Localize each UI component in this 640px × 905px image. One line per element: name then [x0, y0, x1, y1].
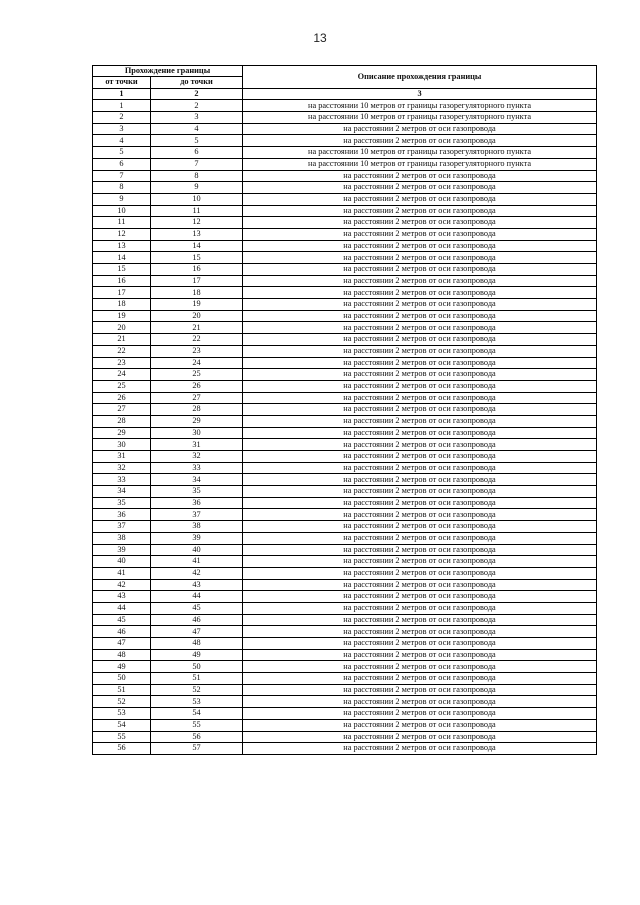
to-point-cell: 18: [151, 287, 243, 299]
description-cell: на расстоянии 2 метров от оси газопровода: [243, 497, 597, 509]
table-row: [93, 123, 597, 135]
description-cell: на расстоянии 2 метров от оси газопровода: [243, 392, 597, 404]
description-cell: на расстоянии 2 метров от оси газопровода: [243, 123, 597, 135]
from-point-cell: 38: [93, 532, 151, 544]
description-cell: на расстоянии 2 метров от оси газопровода: [243, 719, 597, 731]
description-cell: на расстоянии 2 метров от оси газопровода: [243, 275, 597, 287]
to-point-cell: 13: [151, 228, 243, 240]
from-point-cell: 50: [93, 673, 151, 685]
description-cell: на расстоянии 2 метров от оси газопровода: [243, 684, 597, 696]
table-row: [93, 427, 597, 439]
table-row: [93, 345, 597, 357]
from-point-cell: 4: [93, 135, 151, 147]
from-point-cell: 26: [93, 392, 151, 404]
to-point-cell: 48: [151, 638, 243, 650]
to-point-cell: 12: [151, 217, 243, 229]
description-cell: на расстоянии 10 метров от границы газорегуляторного пункта: [243, 100, 597, 112]
to-point-cell: 20: [151, 310, 243, 322]
from-point-cell: 52: [93, 696, 151, 708]
to-point-cell: 27: [151, 392, 243, 404]
table-row: [93, 334, 597, 346]
table-row: [93, 135, 597, 147]
from-point-cell: 32: [93, 462, 151, 474]
description-cell: на расстоянии 2 метров от оси газопровода: [243, 474, 597, 486]
table-row: [93, 567, 597, 579]
from-point-cell: 33: [93, 474, 151, 486]
description-cell: на расстоянии 2 метров от оси газопровода: [243, 521, 597, 533]
to-point-cell: 44: [151, 591, 243, 603]
table-row: [93, 182, 597, 194]
table-row: [93, 170, 597, 182]
header-boundary-passage: Прохождение границы: [93, 66, 243, 77]
table-body: [93, 100, 597, 755]
to-point-cell: 39: [151, 532, 243, 544]
to-point-cell: 28: [151, 404, 243, 416]
to-point-cell: 43: [151, 579, 243, 591]
table-row: [93, 544, 597, 556]
to-point-cell: 25: [151, 369, 243, 381]
from-point-cell: 1: [93, 100, 151, 112]
table-row: [93, 392, 597, 404]
to-point-cell: 47: [151, 626, 243, 638]
table-row: [93, 731, 597, 743]
from-point-cell: 27: [93, 404, 151, 416]
page-number: 13: [313, 31, 327, 45]
table-row: [93, 708, 597, 720]
description-cell: на расстоянии 10 метров от границы газорегуляторного пункта: [243, 112, 597, 124]
column-number-2: 2: [151, 88, 243, 100]
table-row: [93, 380, 597, 392]
from-point-cell: 18: [93, 299, 151, 311]
description-cell: на расстоянии 2 метров от оси газопровода: [243, 217, 597, 229]
to-point-cell: 35: [151, 486, 243, 498]
description-cell: на расстоянии 2 метров от оси газопровода: [243, 556, 597, 568]
table-row: [93, 357, 597, 369]
to-point-cell: 17: [151, 275, 243, 287]
description-cell: на расстоянии 2 метров от оси газопровода: [243, 626, 597, 638]
table-row: [93, 205, 597, 217]
description-cell: на расстоянии 2 метров от оси газопровода: [243, 579, 597, 591]
to-point-cell: 21: [151, 322, 243, 334]
table-row: [93, 474, 597, 486]
to-point-cell: 19: [151, 299, 243, 311]
header-from-point: от точки: [93, 77, 151, 89]
to-point-cell: 3: [151, 112, 243, 124]
to-point-cell: 34: [151, 474, 243, 486]
from-point-cell: 39: [93, 544, 151, 556]
description-cell: на расстоянии 2 метров от оси газопровода: [243, 380, 597, 392]
description-cell: на расстоянии 2 метров от оси газопровода: [243, 602, 597, 614]
description-cell: на расстоянии 2 метров от оси газопровода: [243, 532, 597, 544]
description-cell: на расстоянии 2 метров от оси газопровода: [243, 310, 597, 322]
table-row: [93, 404, 597, 416]
to-point-cell: 51: [151, 673, 243, 685]
table-row: [93, 684, 597, 696]
description-cell: на расстоянии 2 метров от оси газопровода: [243, 649, 597, 661]
description-cell: на расстоянии 2 метров от оси газопровода: [243, 252, 597, 264]
from-point-cell: 17: [93, 287, 151, 299]
from-point-cell: 45: [93, 614, 151, 626]
table-row: [93, 602, 597, 614]
description-cell: на расстоянии 2 метров от оси газопровода: [243, 509, 597, 521]
description-cell: на расстоянии 2 метров от оси газопровода: [243, 369, 597, 381]
to-point-cell: 56: [151, 731, 243, 743]
from-point-cell: 9: [93, 193, 151, 205]
table-row: [93, 521, 597, 533]
to-point-cell: 8: [151, 170, 243, 182]
from-point-cell: 22: [93, 345, 151, 357]
from-point-cell: 3: [93, 123, 151, 135]
description-cell: на расстоянии 2 метров от оси газопровода: [243, 170, 597, 182]
to-point-cell: 10: [151, 193, 243, 205]
to-point-cell: 15: [151, 252, 243, 264]
from-point-cell: 7: [93, 170, 151, 182]
to-point-cell: 31: [151, 439, 243, 451]
to-point-cell: 22: [151, 334, 243, 346]
description-cell: на расстоянии 2 метров от оси газопровода: [243, 661, 597, 673]
from-point-cell: 51: [93, 684, 151, 696]
from-point-cell: 41: [93, 567, 151, 579]
from-point-cell: 46: [93, 626, 151, 638]
description-cell: на расстоянии 2 метров от оси газопровода: [243, 591, 597, 603]
description-cell: на расстоянии 2 метров от оси газопровода: [243, 264, 597, 276]
to-point-cell: 16: [151, 264, 243, 276]
table-row: [93, 264, 597, 276]
description-cell: на расстоянии 2 метров от оси газопровода: [243, 135, 597, 147]
from-point-cell: 25: [93, 380, 151, 392]
description-cell: на расстоянии 2 метров от оси газопровода: [243, 638, 597, 650]
from-point-cell: 24: [93, 369, 151, 381]
from-point-cell: 10: [93, 205, 151, 217]
to-point-cell: 49: [151, 649, 243, 661]
description-cell: на расстоянии 2 метров от оси газопровода: [243, 731, 597, 743]
to-point-cell: 53: [151, 696, 243, 708]
table-row: [93, 591, 597, 603]
table-row: [93, 240, 597, 252]
to-point-cell: 26: [151, 380, 243, 392]
from-point-cell: 56: [93, 743, 151, 755]
from-point-cell: 37: [93, 521, 151, 533]
table-row: [93, 696, 597, 708]
from-point-cell: 19: [93, 310, 151, 322]
description-cell: на расстоянии 2 метров от оси газопровода: [243, 193, 597, 205]
to-point-cell: 29: [151, 415, 243, 427]
table-row: [93, 439, 597, 451]
from-point-cell: 23: [93, 357, 151, 369]
from-point-cell: 49: [93, 661, 151, 673]
table-row: [93, 743, 597, 755]
description-cell: на расстоянии 2 метров от оси газопровода: [243, 205, 597, 217]
from-point-cell: 28: [93, 415, 151, 427]
from-point-cell: 40: [93, 556, 151, 568]
description-cell: на расстоянии 10 метров от границы газорегуляторного пункта: [243, 147, 597, 159]
from-point-cell: 31: [93, 451, 151, 463]
from-point-cell: 6: [93, 158, 151, 170]
description-cell: на расстоянии 2 метров от оси газопровода: [243, 357, 597, 369]
header-description: Описание прохождения границы: [243, 66, 597, 89]
from-point-cell: 20: [93, 322, 151, 334]
table-row: [93, 614, 597, 626]
to-point-cell: 33: [151, 462, 243, 474]
description-cell: на расстоянии 2 метров от оси газопровода: [243, 404, 597, 416]
to-point-cell: 2: [151, 100, 243, 112]
description-cell: на расстоянии 2 метров от оси газопровода: [243, 708, 597, 720]
to-point-cell: 52: [151, 684, 243, 696]
table-row: [93, 509, 597, 521]
from-point-cell: 36: [93, 509, 151, 521]
table-row: [93, 451, 597, 463]
to-point-cell: 37: [151, 509, 243, 521]
table-row: [93, 299, 597, 311]
column-number-3: 3: [243, 88, 597, 100]
description-cell: на расстоянии 2 метров от оси газопровода: [243, 287, 597, 299]
description-cell: на расстоянии 10 метров от границы газорегуляторного пункта: [243, 158, 597, 170]
from-point-cell: 47: [93, 638, 151, 650]
table-row: [93, 369, 597, 381]
from-point-cell: 29: [93, 427, 151, 439]
from-point-cell: 43: [93, 591, 151, 603]
table-row: [93, 322, 597, 334]
table-row: [93, 100, 597, 112]
to-point-cell: 30: [151, 427, 243, 439]
from-point-cell: 11: [93, 217, 151, 229]
description-cell: на расстоянии 2 метров от оси газопровода: [243, 743, 597, 755]
table-row: [93, 497, 597, 509]
to-point-cell: 9: [151, 182, 243, 194]
from-point-cell: 13: [93, 240, 151, 252]
description-cell: на расстоянии 2 метров от оси газопровода: [243, 182, 597, 194]
table-row: [93, 638, 597, 650]
from-point-cell: 54: [93, 719, 151, 731]
description-cell: на расстоянии 2 метров от оси газопровода: [243, 322, 597, 334]
table-row: [93, 556, 597, 568]
table-row: [93, 579, 597, 591]
table-row: [93, 147, 597, 159]
table-row: [93, 719, 597, 731]
to-point-cell: 7: [151, 158, 243, 170]
to-point-cell: 57: [151, 743, 243, 755]
boundary-table: [92, 65, 597, 755]
to-point-cell: 14: [151, 240, 243, 252]
description-cell: на расстоянии 2 метров от оси газопровода: [243, 228, 597, 240]
table-row: [93, 228, 597, 240]
from-point-cell: 35: [93, 497, 151, 509]
from-point-cell: 34: [93, 486, 151, 498]
from-point-cell: 15: [93, 264, 151, 276]
header-to-point: до точки: [151, 77, 243, 89]
table-row: [93, 275, 597, 287]
description-cell: на расстоянии 2 метров от оси газопровода: [243, 439, 597, 451]
from-point-cell: 16: [93, 275, 151, 287]
table-row: [93, 112, 597, 124]
to-point-cell: 11: [151, 205, 243, 217]
description-cell: на расстоянии 2 метров от оси газопровода: [243, 299, 597, 311]
to-point-cell: 6: [151, 147, 243, 159]
description-cell: на расстоянии 2 метров от оси газопровода: [243, 486, 597, 498]
description-cell: на расстоянии 2 метров от оси газопровода: [243, 427, 597, 439]
table-row: [93, 415, 597, 427]
to-point-cell: 46: [151, 614, 243, 626]
from-point-cell: 53: [93, 708, 151, 720]
from-point-cell: 14: [93, 252, 151, 264]
table-row: [93, 217, 597, 229]
description-cell: на расстоянии 2 метров от оси газопровода: [243, 673, 597, 685]
description-cell: на расстоянии 2 метров от оси газопровода: [243, 415, 597, 427]
to-point-cell: 5: [151, 135, 243, 147]
from-point-cell: 42: [93, 579, 151, 591]
description-cell: на расстоянии 2 метров от оси газопровода: [243, 462, 597, 474]
table-row: [93, 649, 597, 661]
table-row: [93, 486, 597, 498]
description-cell: на расстоянии 2 метров от оси газопровода: [243, 567, 597, 579]
column-number-1: 1: [93, 88, 151, 100]
description-cell: на расстоянии 2 метров от оси газопровода: [243, 345, 597, 357]
table-row: [93, 158, 597, 170]
to-point-cell: 40: [151, 544, 243, 556]
to-point-cell: 50: [151, 661, 243, 673]
to-point-cell: 38: [151, 521, 243, 533]
table-row: [93, 462, 597, 474]
to-point-cell: 23: [151, 345, 243, 357]
from-point-cell: 5: [93, 147, 151, 159]
description-cell: на расстоянии 2 метров от оси газопровода: [243, 334, 597, 346]
from-point-cell: 48: [93, 649, 151, 661]
from-point-cell: 21: [93, 334, 151, 346]
table-row: [93, 287, 597, 299]
to-point-cell: 32: [151, 451, 243, 463]
to-point-cell: 42: [151, 567, 243, 579]
description-cell: на расстоянии 2 метров от оси газопровода: [243, 696, 597, 708]
to-point-cell: 41: [151, 556, 243, 568]
from-point-cell: 2: [93, 112, 151, 124]
to-point-cell: 24: [151, 357, 243, 369]
from-point-cell: 44: [93, 602, 151, 614]
table-row: [93, 626, 597, 638]
table-row: [93, 252, 597, 264]
description-cell: на расстоянии 2 метров от оси газопровода: [243, 544, 597, 556]
from-point-cell: 55: [93, 731, 151, 743]
description-cell: на расстоянии 2 метров от оси газопровода: [243, 614, 597, 626]
to-point-cell: 45: [151, 602, 243, 614]
from-point-cell: 8: [93, 182, 151, 194]
from-point-cell: 30: [93, 439, 151, 451]
table-row: [93, 310, 597, 322]
table-row: [93, 193, 597, 205]
to-point-cell: 54: [151, 708, 243, 720]
description-cell: на расстоянии 2 метров от оси газопровода: [243, 451, 597, 463]
from-point-cell: 12: [93, 228, 151, 240]
table-row: [93, 532, 597, 544]
to-point-cell: 36: [151, 497, 243, 509]
to-point-cell: 4: [151, 123, 243, 135]
table-row: [93, 673, 597, 685]
to-point-cell: 55: [151, 719, 243, 731]
description-cell: на расстоянии 2 метров от оси газопровода: [243, 240, 597, 252]
table-row: [93, 661, 597, 673]
